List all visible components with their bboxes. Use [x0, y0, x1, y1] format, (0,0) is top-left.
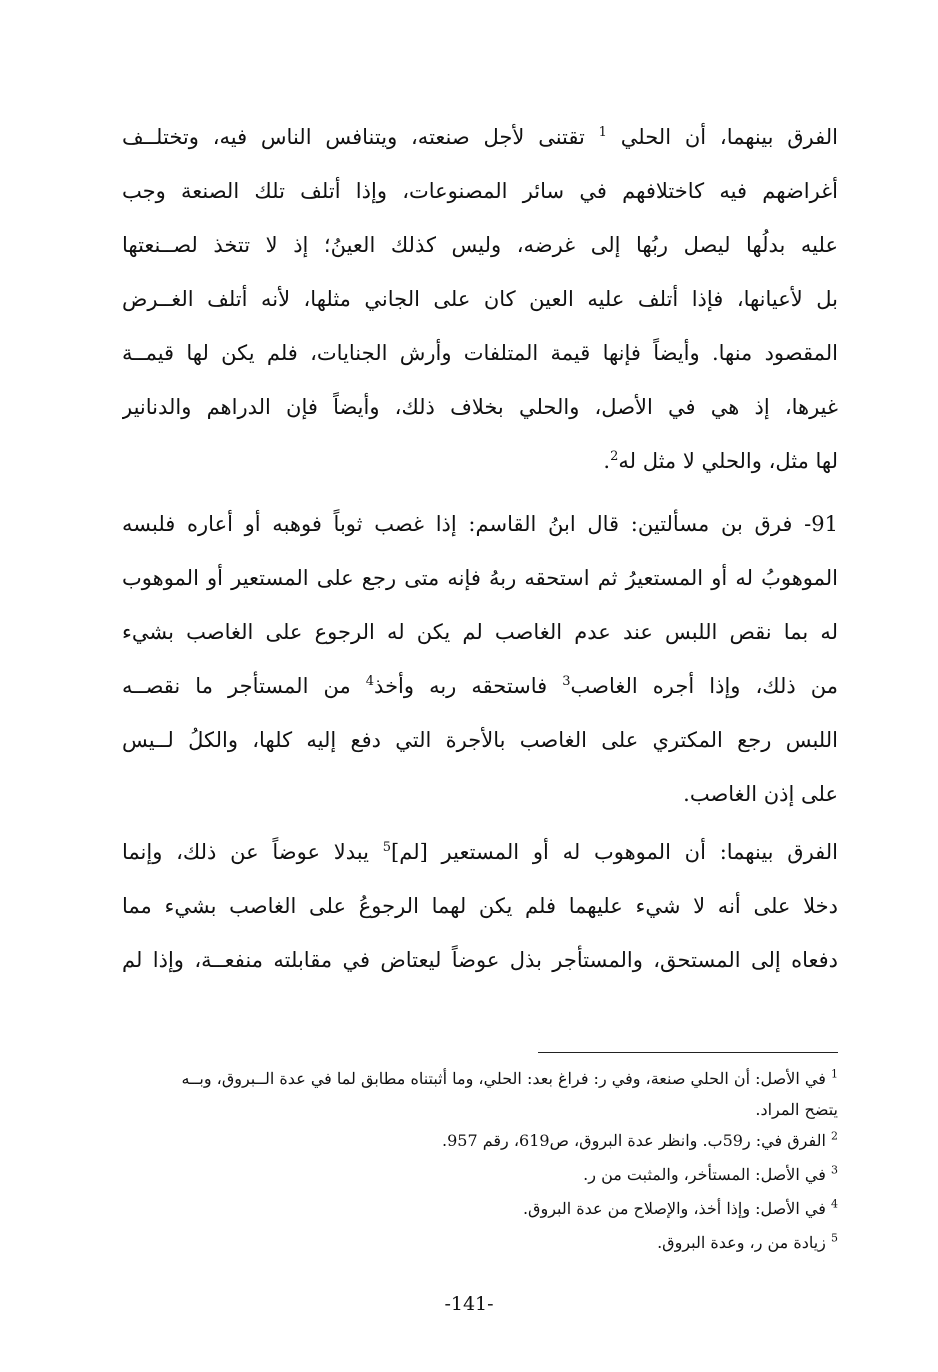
paragraph-3 [122, 825, 838, 987]
text-line: الفرق بينهما: أن الموهوب له أو المستعير [لم]$^5$ يبدلا عوضاً عن ذلك، وإنما [122, 840, 838, 864]
text-line: على إذن الغاصب. [683, 782, 838, 806]
text-line: أغراضهم فيه كاختلافهم في سائر المصنوعات، وإذا أتلف تلك الصنعة وجب [122, 179, 838, 203]
footnote-item: $^3$ في الأصل: المستأخر، والمثبت من ر. [583, 1163, 838, 1184]
footnote-item: $^5$ زيادة من ر، وعدة البروق. [657, 1231, 838, 1252]
footnote-continuation: يتضح المراد. [755, 1100, 838, 1119]
footnote-ref[interactable]: 1 [598, 125, 607, 140]
footnote-item: $^4$ في الأصل: وإذا أخذ، والإصلاح من عدة البروق. [522, 1197, 838, 1218]
footnotes [122, 1062, 838, 1260]
footnote-item: $^2$ الفرق في: ر59ب. وانظر عدة البروق، ص619، رقم 957. [442, 1129, 838, 1150]
text-line: له بما نقص اللبس عند عدم الغاصب لم يكن له الرجوع على الغاصب بشيء [122, 620, 838, 644]
footnote-item: $^1$ في الأصل: أن الحلي صنعة، وفي ر: فراغ بعد: الحلي، وما أثبتناه مطابق لما في عدة الــبروق، وبــه [181, 1067, 838, 1088]
text-line: من ذلك، وإذا أجره الغاصب$^3$ فاستحقه ربه وأخذ$^4$ من المستأجر ما نقصــه [122, 674, 838, 698]
text-line: دخلا على أنه لا شيء عليهما فلم يكن لهما الرجوعُ على الغاصب بشيء مما [122, 894, 838, 918]
paragraph-1 [122, 110, 838, 488]
footnote-ref[interactable]: 3 [562, 674, 571, 689]
footnote-ref[interactable]: 2 [610, 449, 619, 464]
text-line: عليه بدلُها ليصل ربُها إلى غرضه، وليس كذلك العينُ؛ إذ لا تتخذ لصــنعتها [122, 233, 838, 257]
text-line: لها مثل، والحلي لا مثل له$^2$. [603, 449, 838, 473]
text-line: 91- فرق بن مسألتين: قال ابنُ القاسم: إذا غصب ثوباً فوهبه أو أعاره فلبسه [122, 512, 838, 536]
page-number: -141- [444, 1293, 494, 1315]
text-line: المقصود منها. وأيضاً فإنها قيمة المتلفات وأرش الجنايات، فلم يكن لها قيمــة [122, 341, 838, 365]
footnote-ref[interactable]: 5 [382, 840, 392, 855]
paragraph-2 [122, 497, 838, 821]
text-line: بل لأعيانها، فإذا أتلف عليه العين كان على الجاني مثلها، لأنه أتلف الغــرض [122, 287, 838, 311]
text-line: اللبس رجع المكتري على الغاصب بالأجرة التي دفع إليه كلها، والكلُ لــيس [122, 728, 838, 752]
footnote-ref[interactable]: 4 [365, 674, 375, 689]
footnote-separator [538, 1052, 838, 1053]
text-line: الفرق بينهما، أن الحلي $^1$ تقتنى لأجل صنعته، ويتنافس الناس فيه، وتختلــف [122, 125, 838, 149]
text-line: غيرها، إذ هي في الأصل، والحلي بخلاف ذلك، وأيضاً فإن الدراهم والدنانير [122, 395, 838, 419]
text-line: الموهوبُ له أو المستعيرُ ثم استحقه ربهُ فإنه متى رجع على المستعير أو الموهوب [122, 566, 838, 590]
text-line: دفعاه إلى المستحق، والمستأجر بذل عوضاً ليعتاض في مقابلته منفعــة، وإذا لم [122, 948, 838, 972]
